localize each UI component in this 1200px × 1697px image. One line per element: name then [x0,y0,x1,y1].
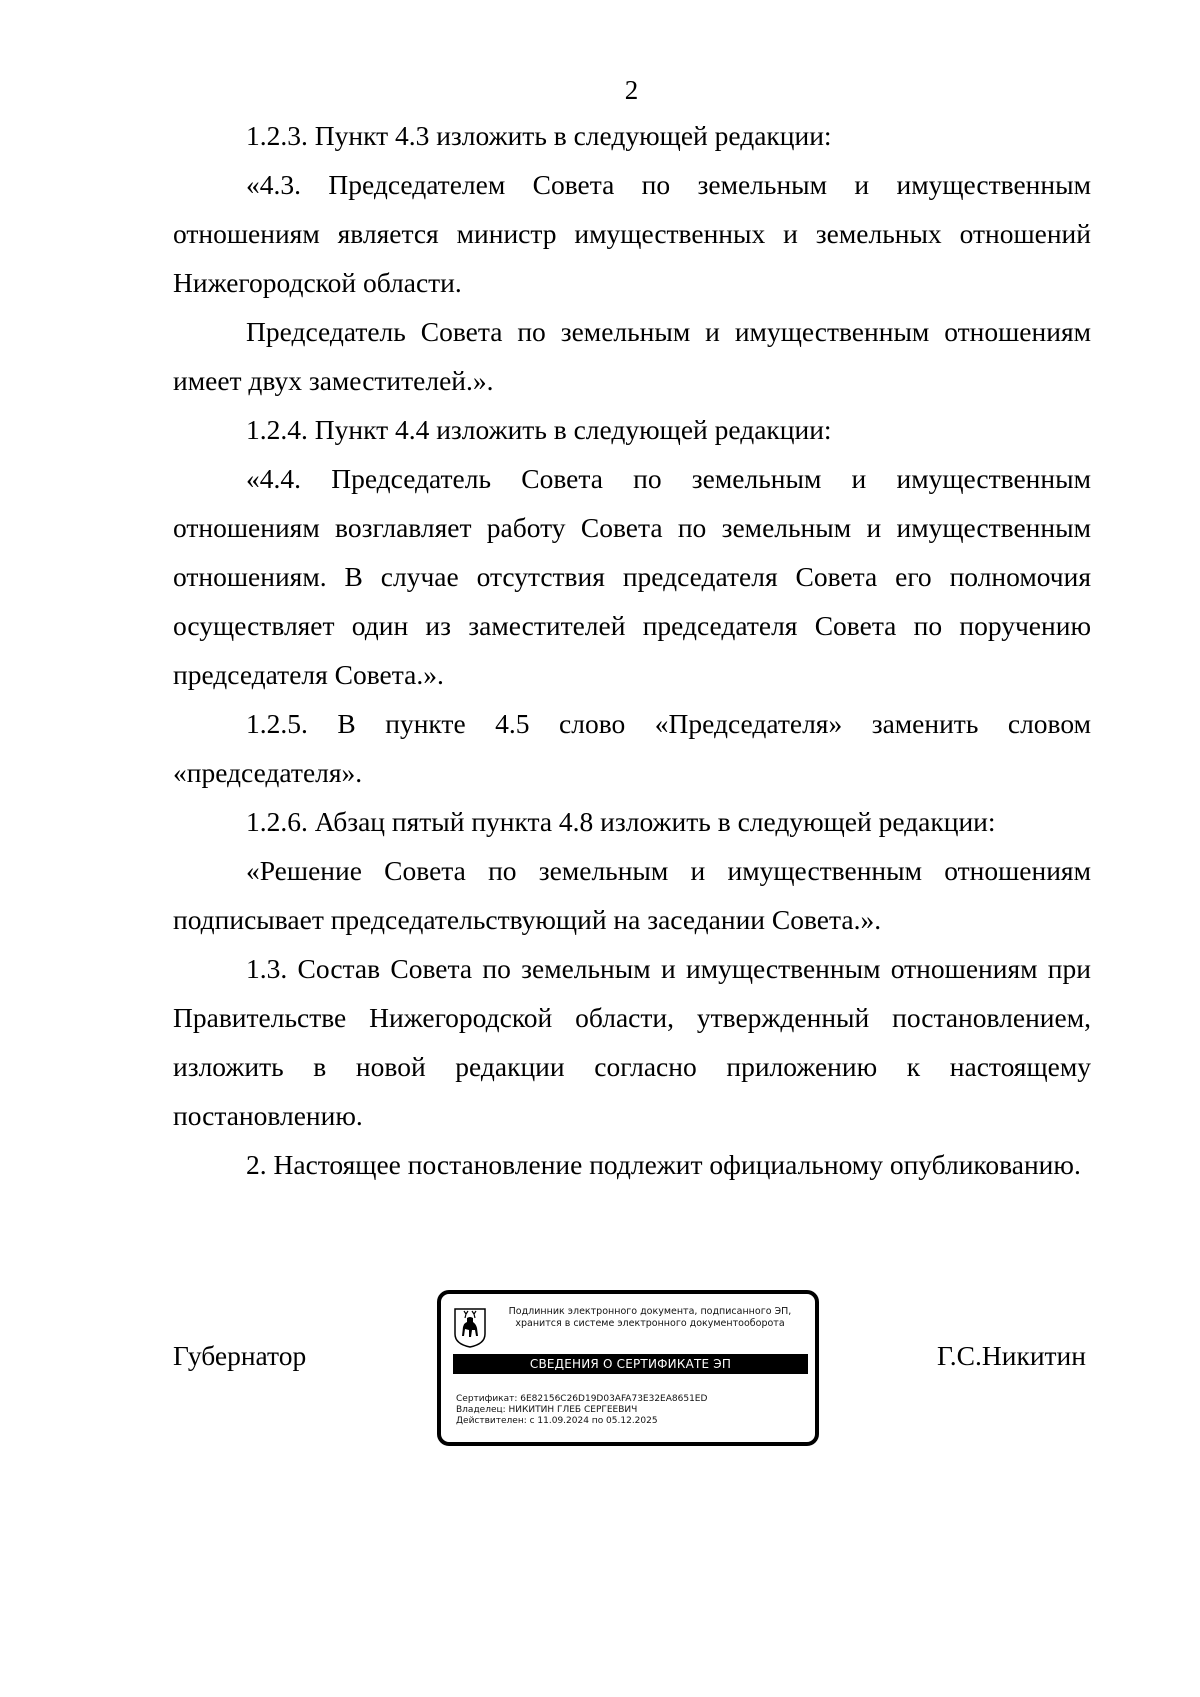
paragraph-1-2-3: 1.2.3. Пункт 4.3 изложить в следующей редакции: [246,120,832,151]
stamp-header-line-2: хранится в системе электронного документооборота [515,1318,785,1329]
page-number: 2 [624,75,639,105]
certificate-owner: Владелец: НИКИТИН ГЛЕБ СЕРГЕЕВИЧ [456,1405,638,1415]
signer-title: Губернатор [173,1340,307,1371]
certificate-details [456,1394,811,1427]
deer-emblem-icon [454,1308,486,1348]
paragraph-1-2-4: 1.2.4. Пункт 4.4 изложить в следующей редакции: [246,414,832,445]
certificate-validity: Действителен: с 11.09.2024 по 05.12.2025 [456,1416,658,1426]
paragraph-4-3-deputies: Председатель Совета по земельным и имущественным отношениям имеет двух заместителей.». [173,316,1091,396]
certificate-serial: Сертификат: 6E82156C26D19D03AFA73E32EA8651ED [456,1394,708,1404]
paragraph-1-2-5: 1.2.5. В пункте 4.5 слово «Председателя» заменить словом «председателя». [173,708,1091,788]
electronic-signature-stamp [437,1290,819,1446]
paragraph-1-2-6: 1.2.6. Абзац пятый пункта 4.8 изложить в следующей редакции: [246,806,996,837]
certificate-info-bar: СВЕДЕНИЯ О СЕРТИФИКАТЕ ЭП [453,1354,808,1374]
paragraph-2: 2. Настоящее постановление подлежит официальному опубликованию. [246,1149,1081,1180]
signature-block [0,1290,1200,1460]
paragraph-4-8-text: «Решение Совета по земельным и имущественным отношениям подписывает председательствующий на заседании Совета.». [173,855,1091,935]
stamp-header-line-1: Подлинник электронного документа, подписанного ЭП, [508,1306,792,1317]
paragraph-4-4-text: «4.4. Председатель Совета по земельным и имущественным отношениям возглавляет работу Совета по земельным и имущественным отношениям. В случае отсутствия председателя Совета его полномочия осуществляет один из заместителей председателя Совета по поручению председателя Совета.». [173,463,1091,690]
paragraph-4-3-text: «4.3. Председателем Совета по земельным и имущественным отношениям является министр имущественных и земельных отношений Нижегородской области. [173,169,1091,298]
paragraph-1-3: 1.3. Состав Совета по земельным и имущественным отношениям при Правительстве Нижегородской области, утвержденный постановлением, изложить в новой редакции согласно приложению к настоящему постановлению. [173,953,1091,1131]
document-body [173,111,1091,1189]
stamp-header [491,1306,809,1330]
signer-name: Г.С.Никитин [937,1340,1086,1371]
